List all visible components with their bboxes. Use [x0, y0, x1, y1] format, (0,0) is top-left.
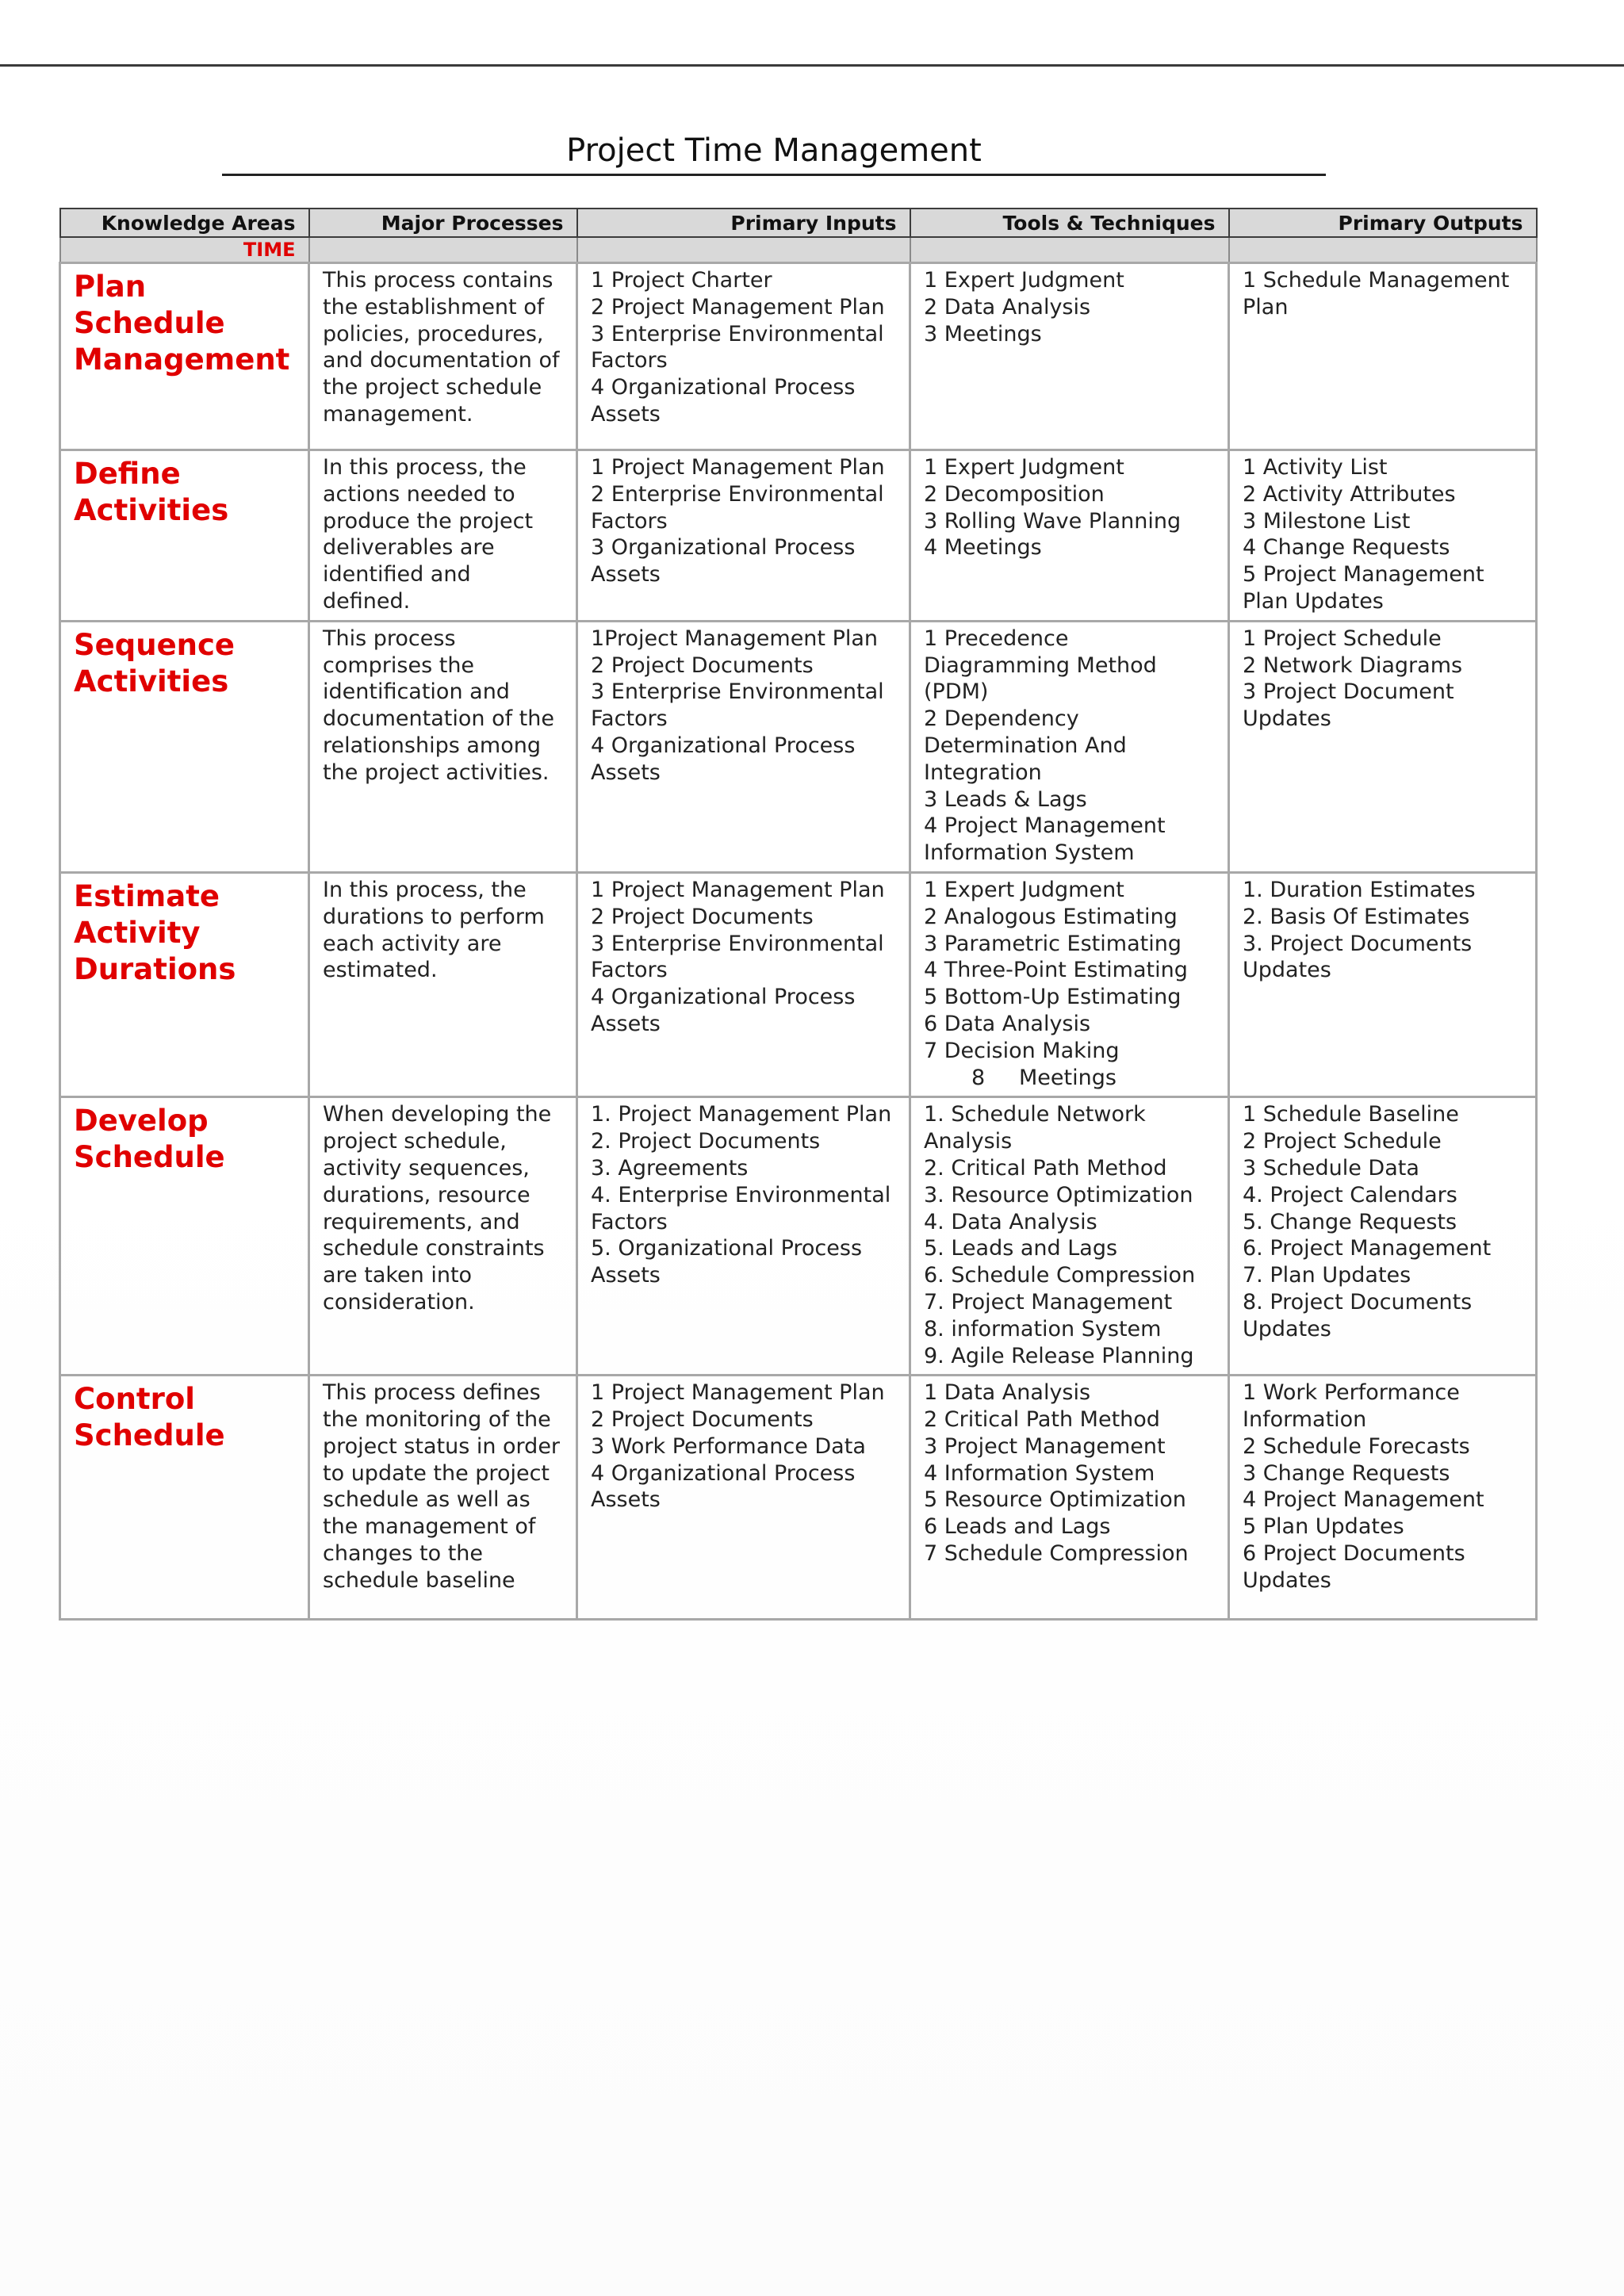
tool-item: 2 Decomposition: [924, 481, 1105, 507]
table-row: [60, 621, 1537, 872]
tool-item: 5 Bottom-Up Estimating: [924, 985, 1182, 1010]
tool-item: 2 Analogous Estimating: [924, 904, 1178, 929]
tool-item: 1 Expert Judgment: [924, 268, 1124, 293]
tool-item: 8. information System: [924, 1316, 1162, 1341]
primary-outputs-cell: [1229, 450, 1537, 622]
time-management-table: [59, 208, 1538, 1621]
table-row: [60, 450, 1537, 622]
tools-techniques-cell: [910, 1097, 1229, 1376]
primary-outputs-cell: [1229, 621, 1537, 872]
top-rule: [0, 64, 1624, 67]
tool-item: 3 Rolling Wave Planning: [924, 508, 1182, 534]
tool-item-number: 8: [971, 1065, 986, 1090]
tool-item: 4 Meetings: [924, 535, 1042, 561]
output-item: 1 Schedule Baseline: [1243, 1102, 1459, 1127]
output-item: Updates: [1243, 1316, 1331, 1341]
input-item: Assets: [591, 760, 661, 785]
input-item: Assets: [591, 401, 661, 427]
output-item: Plan Updates: [1243, 588, 1384, 614]
tool-item: 3. Resource Optimization: [924, 1182, 1193, 1207]
knowledge-area-name: Control Schedule: [74, 1382, 225, 1453]
tool-item: 7. Project Management: [924, 1289, 1173, 1314]
input-item: 2 Project Documents: [591, 652, 814, 678]
output-item: 2 Schedule Forecasts: [1243, 1433, 1470, 1459]
output-item: 5. Change Requests: [1243, 1209, 1457, 1234]
tool-item: 1 Precedence: [924, 626, 1069, 651]
primary-outputs-cell: [1229, 1376, 1537, 1620]
output-item: Updates: [1243, 706, 1331, 732]
output-item: 4 Change Requests: [1243, 535, 1450, 561]
header-knowledge-areas: Knowledge Areas: [60, 209, 309, 237]
knowledge-area-cell: [60, 450, 309, 622]
primary-outputs-cell: [1229, 1097, 1537, 1376]
process-description: This process contains the establishment of policies, procedures, and documentation of the project schedule management.: [323, 268, 560, 427]
tool-item: 6 Data Analysis: [924, 1011, 1091, 1036]
major-process-cell: [309, 263, 577, 450]
time-row-cell: [577, 237, 910, 263]
tools-techniques-cell: [910, 450, 1229, 622]
output-item: 6. Project Management: [1243, 1236, 1492, 1261]
header-major-processes: Major Processes: [309, 209, 577, 237]
major-process-cell: [309, 621, 577, 872]
output-item: Information: [1243, 1407, 1367, 1433]
process-description: In this process, the actions needed to produce the project deliverables are identified and defined.: [323, 455, 534, 614]
tool-item: 4 Information System: [924, 1460, 1155, 1486]
knowledge-area-name: Sequence Activities: [74, 627, 236, 698]
output-item: 3 Schedule Data: [1243, 1155, 1419, 1181]
output-item: 8. Project Documents: [1243, 1289, 1473, 1314]
knowledge-area-cell: [60, 263, 309, 450]
input-item: 4 Organizational Process: [591, 1460, 856, 1486]
major-process-cell: [309, 450, 577, 622]
time-row-cell: [1229, 237, 1537, 263]
primary-inputs-cell: [577, 263, 910, 450]
table-row: [60, 872, 1537, 1096]
input-item: 1 Project Management Plan: [591, 1380, 885, 1406]
table-row: [60, 1376, 1537, 1620]
output-item: 1 Schedule Management: [1243, 268, 1510, 293]
tool-item: Diagramming Method: [924, 652, 1157, 678]
major-process-cell: [309, 1376, 577, 1620]
output-item: 1 Project Schedule: [1243, 626, 1442, 651]
output-item: 3 Milestone List: [1243, 508, 1411, 534]
time-row: [60, 237, 1537, 263]
process-description: This process defines the monitoring of the project status in order to update the project schedule as well as the management of changes to the schedule baseline: [323, 1380, 561, 1593]
input-item: 3 Organizational Process: [591, 535, 856, 561]
input-item: 1. Project Management Plan: [591, 1102, 892, 1127]
tool-item: Integration: [924, 760, 1042, 785]
primary-inputs-cell: [577, 621, 910, 872]
knowledge-area-name: Define Activities: [74, 457, 229, 527]
output-item: Updates: [1243, 958, 1331, 983]
output-item: 1 Activity List: [1243, 455, 1388, 480]
input-item: 3. Agreements: [591, 1155, 749, 1181]
tool-item: 7 Decision Making: [924, 1038, 1120, 1063]
output-item: 2 Project Schedule: [1243, 1129, 1442, 1154]
tool-item: 1 Expert Judgment: [924, 877, 1124, 902]
output-item: 4. Project Calendars: [1243, 1182, 1457, 1207]
tool-item: [924, 1065, 1215, 1092]
tools-techniques-cell: [910, 872, 1229, 1096]
table-row: [60, 263, 1537, 450]
tool-item: 1. Schedule Network: [924, 1102, 1146, 1127]
input-item: 3 Enterprise Environmental: [591, 931, 884, 956]
tool-item: 4 Project Management: [924, 813, 1166, 839]
output-item: 2. Basis Of Estimates: [1243, 904, 1470, 929]
output-item: 2 Network Diagrams: [1243, 652, 1463, 678]
tool-item: 4. Data Analysis: [924, 1209, 1097, 1234]
time-row-cell: [309, 237, 577, 263]
input-item: 1 Project Management Plan: [591, 455, 885, 480]
knowledge-area-name: Develop Schedule: [74, 1104, 225, 1175]
input-item: 2 Project Documents: [591, 904, 814, 929]
process-description: In this process, the durations to perform each activity are estimated.: [323, 877, 545, 983]
time-row-cell: [910, 237, 1229, 263]
input-item: 4 Organizational Process: [591, 733, 856, 758]
input-item: 1 Project Management Plan: [591, 877, 885, 902]
tool-item: 2 Data Analysis: [924, 294, 1091, 320]
tool-item: 1 Expert Judgment: [924, 455, 1124, 480]
table-row: [60, 1097, 1537, 1376]
input-item: 1 Project Charter: [591, 268, 772, 293]
input-item: Factors: [591, 1209, 668, 1234]
output-item: 3. Project Documents: [1243, 931, 1473, 956]
input-item: Factors: [591, 348, 668, 373]
input-item: 3 Enterprise Environmental: [591, 679, 884, 705]
primary-inputs-cell: [577, 1097, 910, 1376]
header-primary-outputs: Primary Outputs: [1229, 209, 1537, 237]
page-title: Project Time Management: [222, 125, 1326, 176]
input-item: Factors: [591, 508, 668, 534]
knowledge-area-cell: [60, 1376, 309, 1620]
input-item: 4 Organizational Process: [591, 375, 856, 400]
tool-item: Determination And: [924, 733, 1127, 758]
tools-techniques-cell: [910, 621, 1229, 872]
tool-item: 2 Critical Path Method: [924, 1407, 1160, 1433]
input-item: 2 Project Documents: [591, 1407, 814, 1433]
major-process-cell: [309, 872, 577, 1096]
header-tools-techniques: Tools & Techniques: [910, 209, 1229, 237]
output-item: Plan: [1243, 294, 1289, 320]
input-item: Factors: [591, 958, 668, 983]
tool-item: 9. Agile Release Planning: [924, 1343, 1194, 1368]
tool-item: 3 Project Management: [924, 1433, 1166, 1459]
output-item: 2 Activity Attributes: [1243, 481, 1456, 507]
input-item: Assets: [591, 562, 661, 587]
output-item: 4 Project Management: [1243, 1487, 1484, 1513]
process-description: When developing the project schedule, activity sequences, durations, resource requirements, and schedule constraints are taken into consideration.: [323, 1102, 552, 1314]
output-item: Updates: [1243, 1567, 1331, 1593]
knowledge-area-cell: [60, 621, 309, 872]
output-item: 3 Change Requests: [1243, 1460, 1450, 1486]
primary-outputs-cell: [1229, 872, 1537, 1096]
output-item: 5 Plan Updates: [1243, 1514, 1404, 1540]
input-item: 1Project Management Plan: [591, 626, 879, 651]
knowledge-area-name: Estimate Activity Durations: [74, 878, 236, 986]
input-item: 2 Enterprise Environmental: [591, 481, 884, 507]
tool-item: 6. Schedule Compression: [924, 1263, 1196, 1288]
tool-item: (PDM): [924, 679, 989, 705]
knowledge-area-cell: [60, 1097, 309, 1376]
knowledge-area-name: Plan Schedule Management: [74, 270, 290, 377]
tool-item: 3 Meetings: [924, 321, 1042, 346]
input-item: Assets: [591, 1011, 661, 1036]
tools-techniques-cell: [910, 1376, 1229, 1620]
input-item: Assets: [591, 1487, 661, 1513]
input-item: Assets: [591, 1263, 661, 1288]
tool-item-text: Meetings: [1019, 1065, 1116, 1090]
tool-item: 7 Schedule Compression: [924, 1541, 1189, 1567]
tool-item: 2. Critical Path Method: [924, 1155, 1167, 1181]
tool-item: Analysis: [924, 1129, 1013, 1154]
output-item: 3 Project Document: [1243, 679, 1454, 705]
input-item: 5. Organizational Process: [591, 1236, 863, 1261]
input-item: 2 Project Management Plan: [591, 294, 885, 320]
tool-item: 6 Leads and Lags: [924, 1514, 1111, 1540]
primary-inputs-cell: [577, 1376, 910, 1620]
input-item: Factors: [591, 706, 668, 732]
header-primary-inputs: Primary Inputs: [577, 209, 910, 237]
header-row: [60, 209, 1537, 237]
input-item: 2. Project Documents: [591, 1129, 821, 1154]
primary-outputs-cell: [1229, 263, 1537, 450]
input-item: 3 Enterprise Environmental: [591, 321, 884, 346]
input-item: 4 Organizational Process: [591, 985, 856, 1010]
primary-inputs-cell: [577, 450, 910, 622]
time-label: TIME: [60, 237, 309, 263]
process-description: This process comprises the identification and documentation of the relationships among the project activities.: [323, 626, 554, 785]
primary-inputs-cell: [577, 872, 910, 1096]
tool-item: 4 Three-Point Estimating: [924, 958, 1188, 983]
output-item: 1. Duration Estimates: [1243, 877, 1476, 902]
tool-item: 1 Data Analysis: [924, 1380, 1091, 1406]
tool-item: Information System: [924, 840, 1135, 866]
major-process-cell: [309, 1097, 577, 1376]
input-item: 4. Enterprise Environmental: [591, 1182, 891, 1207]
tool-item: 5 Resource Optimization: [924, 1487, 1186, 1513]
output-item: 7. Plan Updates: [1243, 1263, 1411, 1288]
tool-item: 5. Leads and Lags: [924, 1236, 1118, 1261]
input-item: 3 Work Performance Data: [591, 1433, 866, 1459]
knowledge-area-cell: [60, 872, 309, 1096]
tool-item: 3 Parametric Estimating: [924, 931, 1182, 956]
output-item: 6 Project Documents: [1243, 1541, 1465, 1567]
output-item: 1 Work Performance: [1243, 1380, 1460, 1406]
tools-techniques-cell: [910, 263, 1229, 450]
output-item: 5 Project Management: [1243, 562, 1484, 587]
tool-item: 2 Dependency: [924, 706, 1079, 732]
tool-item: 3 Leads & Lags: [924, 786, 1087, 812]
